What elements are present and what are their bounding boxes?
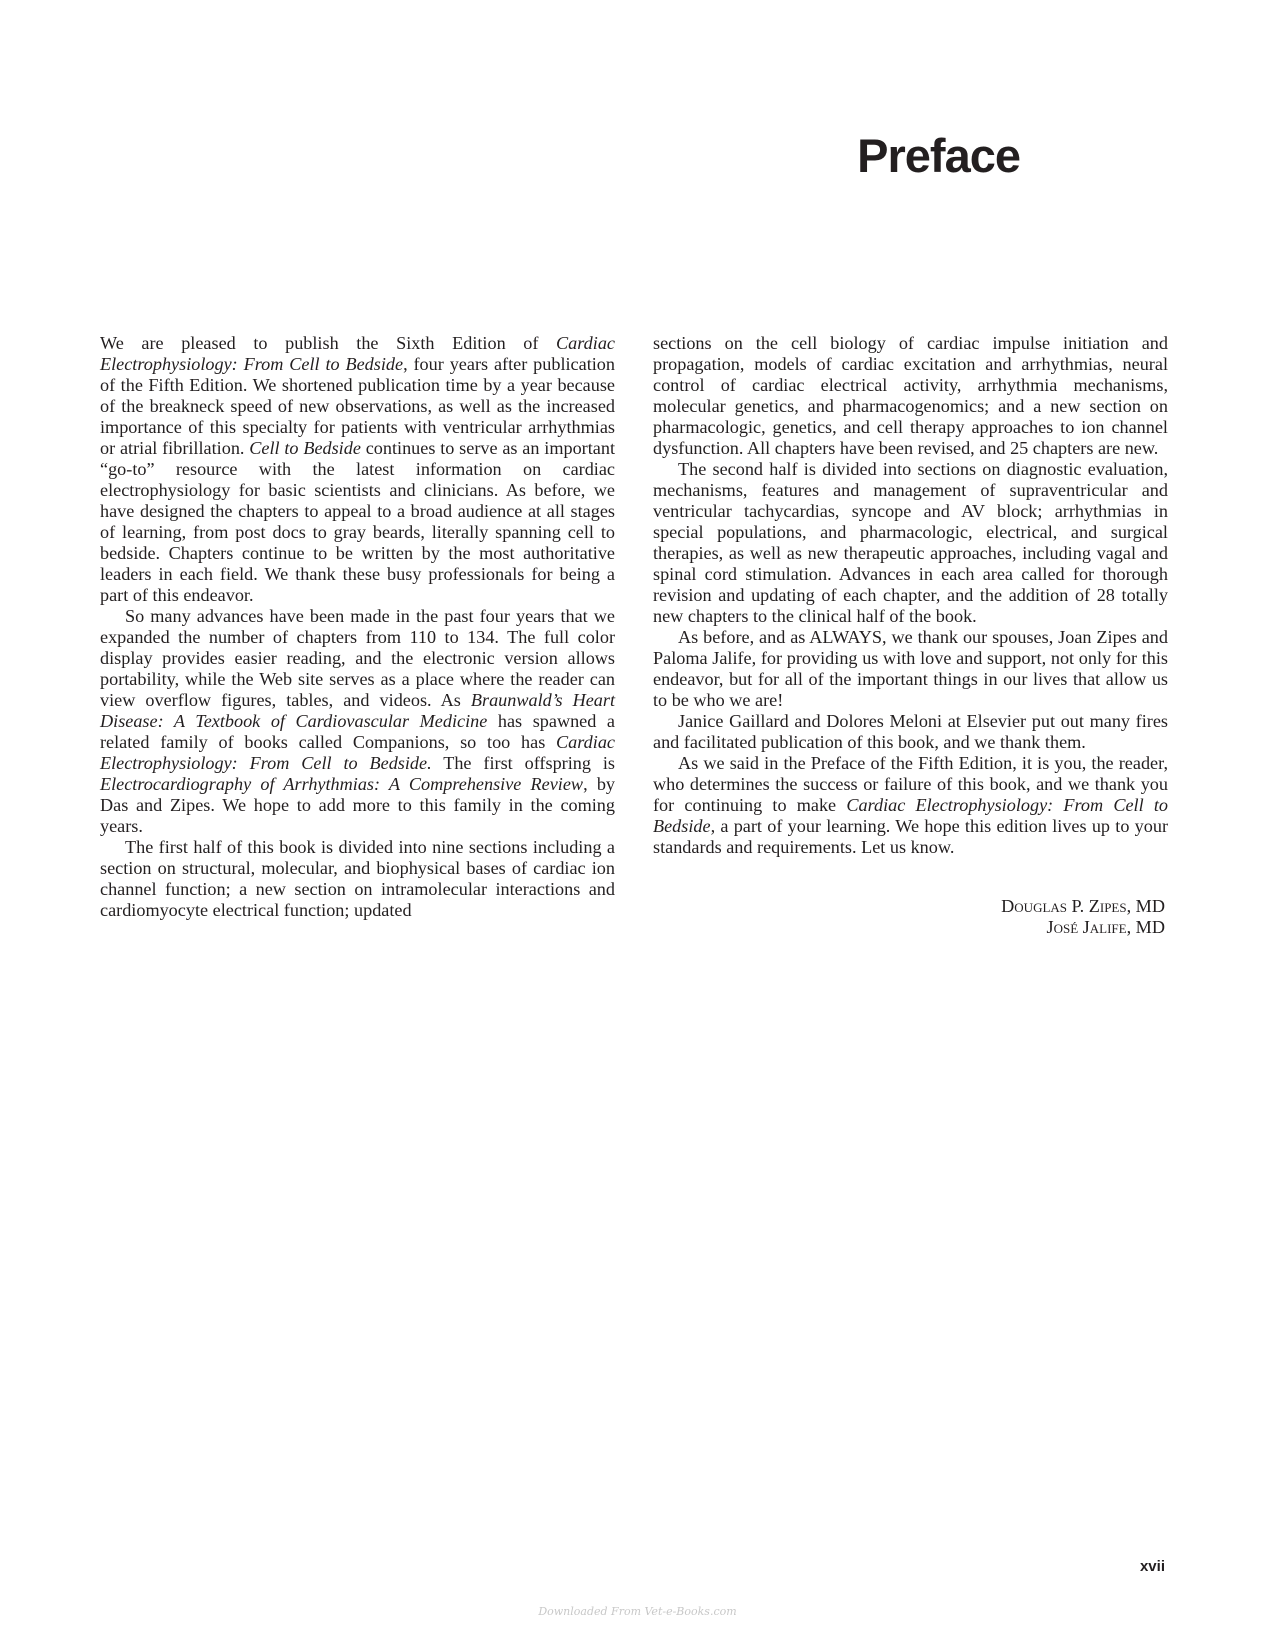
paragraph <box>653 333 1168 459</box>
text-run: As before, and as ALWAYS, we thank our spouses, Joan Zipes and Paloma Jalife, for providing us with love and support, not only for this endeavor, but for all of the important things in our lives that allow us to be who we are! <box>653 627 1168 710</box>
italic-title-text: Braunwald’s Heart Disease: A Textbook of Cardiovascular Medicine <box>100 690 616 731</box>
paragraph <box>653 459 1168 627</box>
paragraph <box>100 837 615 921</box>
signature-author: José Jalife, MD <box>1046 917 1165 937</box>
text-run: a part of your learning. We hope this edition lives up to your standards and requirements. Let us know. <box>653 816 1168 857</box>
text-run: Janice Gaillard and Dolores Meloni at Elsevier put out many fires and facilitated publication of this book, and we thank them. <box>653 711 1168 752</box>
signature-author: Douglas P. Zipes, MD <box>1001 896 1165 916</box>
text-run: sections on the cell biology of cardiac impulse initiation and propagation, models of cardiac excitation and arrhythmias, neural control of cardiac electrical activity, arrhythmia mechanisms, molecular genetics, and pharmacogenomics; and a new section on pharmacologic, genetics, and cell therapy approaches to ion channel dysfunction. All chapters have been revised, and 25 chapters are new. <box>653 333 1168 458</box>
italic-title-text: Cardiac Electrophysiology: From Cell to Bedside, <box>653 795 1168 836</box>
italic-title-text: Cardiac Electrophysiology: From Cell to Bedside. <box>100 732 615 773</box>
text-run: has spawned a related family of books called Companions, so too has <box>100 711 615 752</box>
text-run: continues to serve as an important “go-to” resource with the latest information on cardiac electrophysiology for basic scientists and clinicians. As before, we have designed the chapters to appeal to a broad audience at all stages of learning, from post docs to gray beards, literally spanning cell to bedside. Chapters continue to be written by the most authoritative leaders in each field. We thank these busy professionals for being a part of this endeavor. <box>100 438 615 605</box>
paragraph <box>653 711 1168 753</box>
paragraph <box>653 753 1168 858</box>
watermark: Downloaded From Vet-e-Books.com <box>538 1605 737 1618</box>
right-column <box>653 333 1168 858</box>
left-column <box>100 333 615 921</box>
text-run: The first half of this book is divided into nine sections including a section on structural, molecular, and biophysical bases of cardiac ion channel function; a new section on intramolecular interactions and cardiomyocyte electrical function; updated <box>100 837 615 920</box>
italic-title-text: Electrocardiography of Arrhythmias: A Comprehensive Review <box>100 774 584 794</box>
paragraph <box>100 333 615 606</box>
text-run: We are pleased to publish the Sixth Edition of <box>100 333 557 353</box>
italic-title-text: Cell to Bedside <box>249 438 361 458</box>
paragraph <box>653 627 1168 711</box>
text-run: The first offspring is <box>431 753 615 773</box>
text-run: , by Das and Zipes. We hope to add more to this family in the coming years. <box>100 774 616 836</box>
text-run: As we said in the Preface of the Fifth Edition, it is you, the reader, who determines the success or failure of this book, and we thank you for continuing to make <box>653 753 1168 815</box>
page-number: xvii <box>1139 1558 1165 1575</box>
text-run: , four years after publication of the Fifth Edition. We shortened publication time by a year because of the breakneck speed of new observations, as well as the increased importance of this specialty for patients with ventricular arrhythmias or atrial fibrillation. <box>100 354 615 458</box>
text-run: The second half is divided into sections on diagnostic evaluation, mechanisms, features and management of supraventricular and ventricular tachycardias, syncope and AV block; arrhythmias in special populations, and pharmacologic, electrical, and surgical therapies, as well as new therapeutic approaches, including vagal and spinal cord stimulation. Advances in each area called for thorough revision and updating of each chapter, and the addition of 28 totally new chapters to the clinical half of the book. <box>653 459 1168 626</box>
italic-title-text: Cardiac Electrophysiology: From Cell to Bedside <box>100 333 615 374</box>
signature-block <box>1001 896 1165 938</box>
page-title: Preface <box>857 129 1020 182</box>
text-run: So many advances have been made in the past four years that we expanded the number of chapters from 110 to 134. The full color display provides easier reading, and the electronic version allows portability, while the Web site serves as a place where the reader can view overflow figures, tables, and videos. As <box>100 606 615 710</box>
paragraph <box>100 606 615 837</box>
